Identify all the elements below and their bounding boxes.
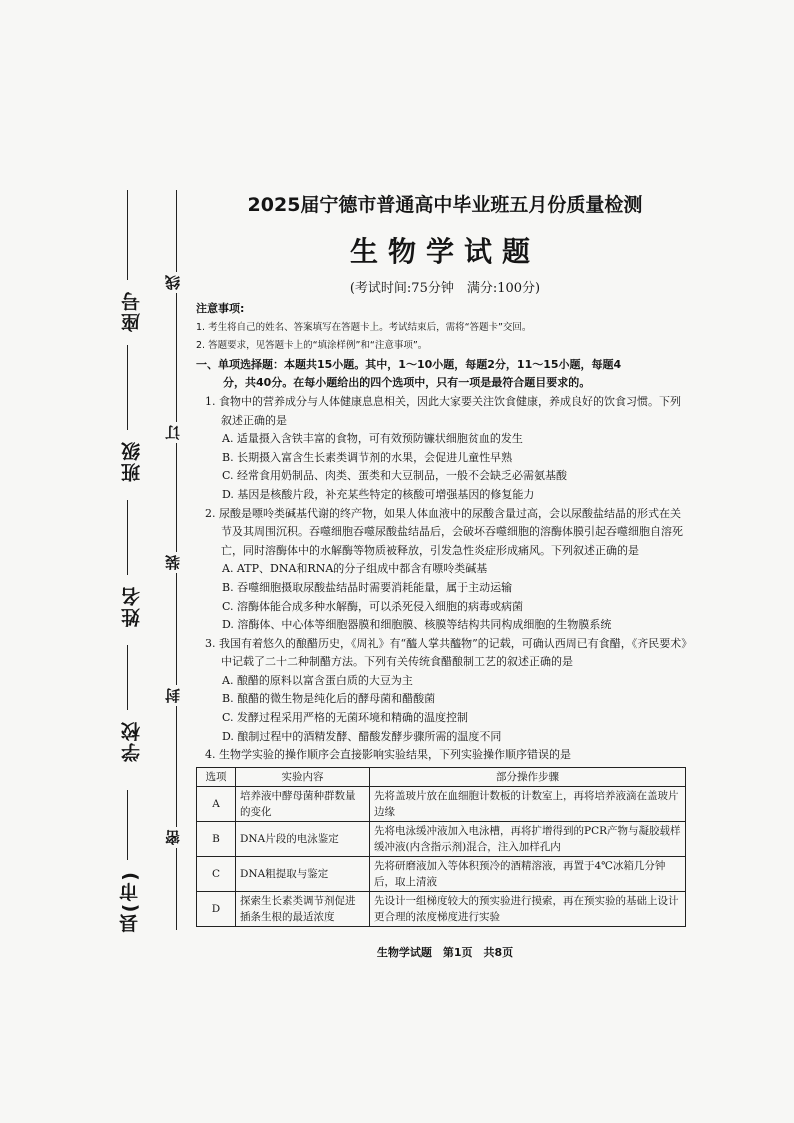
binding-mark-install: 装 (162, 552, 183, 573)
option-a[interactable]: A. 酿醋的原料以富含蛋白质的大豆为主 (222, 673, 413, 687)
note-item: 1. 考生将自己的姓名、答案填写在答题卡上。考试结束后，需将“答题卡”交回。 (196, 321, 532, 333)
binding-mark-secret: 密 (162, 827, 183, 848)
option-a[interactable]: A. 适量摄入含铁丰富的食物，可有效预防镰状细胞贫血的发生 (222, 432, 523, 446)
question-number: 1. (205, 394, 216, 408)
question-stem (196, 393, 688, 430)
option-a[interactable]: A. ATP、DNA和RNA的分子组成中都含有嘌呤类碱基 (222, 562, 488, 576)
binding-field-seat: 座号 (121, 290, 143, 332)
table-row (197, 856, 686, 891)
question (196, 746, 688, 765)
table-row (197, 821, 686, 856)
binding-field-county: 县(市) (119, 870, 141, 934)
question (196, 505, 688, 635)
table-header: 选项 (197, 767, 236, 786)
option-d[interactable]: D. 溶酶体、中心体等细胞器膜和细胞膜、核膜等结构共同构成细胞的生物膜系统 (222, 618, 612, 632)
question-stem (196, 505, 688, 561)
table-cell: D (197, 891, 236, 926)
page-footer: 生物学试题 第1页 共8页 (376, 946, 514, 959)
table-cell: 先将研磨液加入等体积预冷的酒精溶液，再置于4℃冰箱几分钟后，取上清液 (370, 856, 686, 891)
table-row (197, 786, 686, 821)
option-d[interactable]: D. 酿制过程中的酒精发酵、醋酸发酵步骤所需的温度不同 (222, 729, 502, 743)
option-c[interactable]: C. 发酵过程采用严格的无菌环境和精确的温度控制 (222, 711, 469, 725)
option-c[interactable]: C. 经常食用奶制品、肉类、蛋类和大豆制品，一般不会缺乏必需氨基酸 (222, 469, 568, 483)
table-cell: A (197, 786, 236, 821)
binding-mark-line: 线 (162, 272, 183, 293)
question-stem (196, 635, 688, 672)
exam-title: 2025届宁德市普通高中毕业班五月份质量检测 (247, 194, 643, 216)
binding-field-school: 学校 (121, 720, 143, 762)
table-cell: 先将盖玻片放在血细胞计数板的计数室上，再将培养液滴在盖玻片边缘 (370, 786, 686, 821)
question-stem (196, 746, 688, 765)
table-header-row (197, 767, 686, 786)
section-line: 一、单项选择题：本题共15小题。其中，1～10小题，每题2分，11～15小题，每题4 (196, 357, 622, 371)
table-cell: C (197, 856, 236, 891)
table-cell: DNA粗提取与鉴定 (236, 856, 370, 891)
notes-heading: 注意事项: (196, 302, 245, 315)
experiment-table (196, 767, 686, 927)
question (196, 635, 688, 747)
option-d[interactable]: D. 基因是核酸片段，补充某些特定的核酸可增强基因的修复能力 (222, 487, 535, 501)
option-b[interactable]: B. 酿醋的微生物是纯化后的酵母菌和醋酸菌 (222, 692, 436, 706)
section-heading (196, 356, 688, 393)
binding-field-class: 班级 (121, 440, 143, 482)
option-c[interactable]: C. 溶酶体能合成多种水解酶，可以杀死侵入细胞的病毒或病菌 (222, 599, 524, 613)
table-header: 实验内容 (236, 767, 370, 786)
subject-title: 生物学试题 (349, 235, 540, 268)
exam-content (196, 300, 688, 927)
question (196, 393, 688, 505)
table-header: 部分操作步骤 (370, 767, 686, 786)
table-row (197, 891, 686, 926)
binding-blank-line (127, 790, 128, 860)
binding-blank-line (127, 500, 128, 575)
section-line: 分，共40分。在每小题给出的四个选项中，只有一项是最符合题目要求的。 (223, 376, 591, 390)
question-text: 我国有着悠久的酿醋历史，《周礼》有“醯人掌共醯物”的记载，可确认西周已有食醋，《齐民要术》中记载了二十二种制醋方法。下列有关传统食醋酿制工艺的叙述正确的是 (219, 636, 687, 669)
table-cell: 培养液中酵母菌种群数量的变化 (236, 786, 370, 821)
exam-info: (考试时间:75分钟 满分:100分) (349, 281, 541, 296)
binding-blank-line (127, 190, 128, 280)
question-number: 3. (205, 636, 216, 650)
table-cell: 先设计一组梯度较大的预实验进行摸索，再在预实验的基础上设计更合理的浓度梯度进行实验 (370, 891, 686, 926)
binding-blank-line (127, 645, 128, 710)
binding-mark-seal: 封 (162, 685, 183, 706)
table-cell: B (197, 821, 236, 856)
table-cell: DNA片段的电泳鉴定 (236, 821, 370, 856)
question-text: 食物中的营养成分与人体健康息息相关，因此大家要关注饮食健康，养成良好的饮食习惯。下列叙述正确的是 (219, 394, 681, 427)
table-cell: 探索生长素类调节剂促进插条生根的最适浓度 (236, 891, 370, 926)
question-text: 尿酸是嘌呤类碱基代谢的终产物，如果人体血液中的尿酸含量过高，会以尿酸盐结晶的形式在关节及其周围沉积。吞噬细胞吞噬尿酸盐结晶后，会破坏吞噬细胞的溶酶体膜引起吞噬细胞自溶死亡，同时溶酶体中的水解酶等物质被释放，引发急性炎症形成痛风。下列叙述正确的是 (219, 506, 683, 557)
option-b[interactable]: B. 长期摄入富含生长素类调节剂的水果，会促进儿童性早熟 (222, 450, 513, 464)
question-number: 4. (205, 748, 216, 762)
option-b[interactable]: B. 吞噬细胞摄取尿酸盐结晶时需要消耗能量，属于主动运输 (222, 580, 513, 594)
binding-mark-staple: 订 (162, 422, 183, 443)
question-number: 2. (205, 506, 216, 520)
question-text: 生物学实验的操作顺序会直接影响实验结果，下列实验操作顺序错误的是 (219, 748, 571, 762)
binding-blank-line (127, 345, 128, 430)
note-item: 2. 答题要求，见答题卡上的“填涂样例”和“注意事项”。 (196, 340, 428, 352)
notes (196, 300, 688, 356)
binding-field-name: 姓名 (121, 585, 143, 627)
table-cell: 先将电泳缓冲液加入电泳槽，再将扩增得到的PCR产物与凝胶载样缓冲液(内含指示剂)混合，注入加样孔内 (370, 821, 686, 856)
